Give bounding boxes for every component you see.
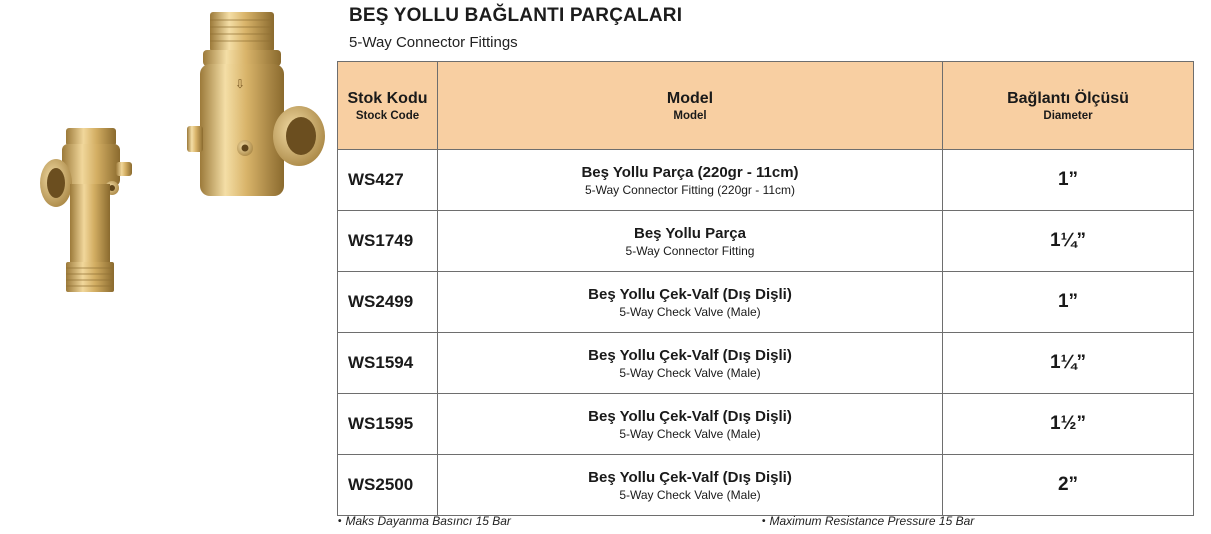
stock-code-cell: WS1749: [338, 211, 438, 272]
model-name: Beş Yollu Çek-Valf (Dış Dişli): [588, 407, 792, 425]
table-header-row: [338, 62, 1194, 150]
product-images: [30, 8, 330, 308]
model-name-en: 5-Way Connector Fitting (220gr - 11cm): [584, 182, 796, 197]
stock-code-cell: WS427: [338, 150, 438, 211]
diameter-cell: 1¼”: [943, 211, 1194, 272]
column-sublabel: Stock Code: [355, 109, 420, 122]
model-cell: [438, 333, 943, 394]
page-subtitle: 5-Way Connector Fittings: [349, 34, 518, 51]
diameter-cell: 1”: [943, 272, 1194, 333]
table-row: [338, 333, 1194, 394]
column-label: Model: [666, 89, 714, 107]
table-row: [338, 455, 1194, 516]
model-name-en: 5-Way Check Valve (Male): [619, 365, 761, 380]
table-row: [338, 394, 1194, 455]
stock-code-cell: WS2500: [338, 455, 438, 516]
note-text: Maximum Resistance Pressure 15 Bar: [769, 514, 975, 528]
diameter-cell: 2”: [943, 455, 1194, 516]
pressure-note-en: [762, 514, 974, 528]
note-text: Maks Dayanma Basıncı 15 Bar: [345, 514, 511, 528]
model-name: Beş Yollu Parça (220gr - 11cm): [581, 163, 799, 181]
column-label: Stok Kodu: [347, 89, 428, 107]
model-cell: [438, 455, 943, 516]
check-valve-image: [185, 8, 335, 203]
pressure-note-tr: [338, 514, 511, 528]
model-cell: [438, 394, 943, 455]
stock-code-cell: WS2499: [338, 272, 438, 333]
page-title: BEŞ YOLLU BAĞLANTI PARÇALARI: [349, 5, 683, 26]
table-row: [338, 150, 1194, 211]
svg-text:⇩: ⇩: [234, 77, 246, 91]
model-name-en: 5-Way Check Valve (Male): [619, 304, 761, 319]
column-header-diameter: [943, 62, 1194, 150]
diameter-cell: 1¼”: [943, 333, 1194, 394]
model-cell: [438, 211, 943, 272]
model-cell: [438, 150, 943, 211]
column-label: Bağlantı Ölçüsü: [1007, 89, 1129, 107]
model-name: Beş Yollu Parça: [633, 224, 746, 242]
column-sublabel: Diameter: [1043, 109, 1093, 122]
model-name-en: 5-Way Check Valve (Male): [619, 426, 761, 441]
stock-code-cell: WS1595: [338, 394, 438, 455]
column-header-model: [438, 62, 943, 150]
diameter-cell: 1½”: [943, 394, 1194, 455]
model-cell: [438, 272, 943, 333]
diameter-cell: 1”: [943, 150, 1194, 211]
product-table: [337, 61, 1194, 516]
model-name-en: 5-Way Check Valve (Male): [619, 487, 761, 502]
connector-fitting-image: [38, 128, 158, 303]
column-sublabel: Model: [673, 109, 707, 122]
bullet-icon: •: [762, 516, 766, 527]
column-header-stock-code: [338, 62, 438, 150]
model-name: Beş Yollu Çek-Valf (Dış Dişli): [588, 285, 792, 303]
model-name: Beş Yollu Çek-Valf (Dış Dişli): [588, 346, 792, 364]
model-name: Beş Yollu Çek-Valf (Dış Dişli): [588, 468, 792, 486]
stock-code-cell: WS1594: [338, 333, 438, 394]
table-row: [338, 211, 1194, 272]
table-row: [338, 272, 1194, 333]
model-name-en: 5-Way Connector Fitting: [625, 243, 755, 258]
bullet-icon: •: [338, 516, 342, 527]
